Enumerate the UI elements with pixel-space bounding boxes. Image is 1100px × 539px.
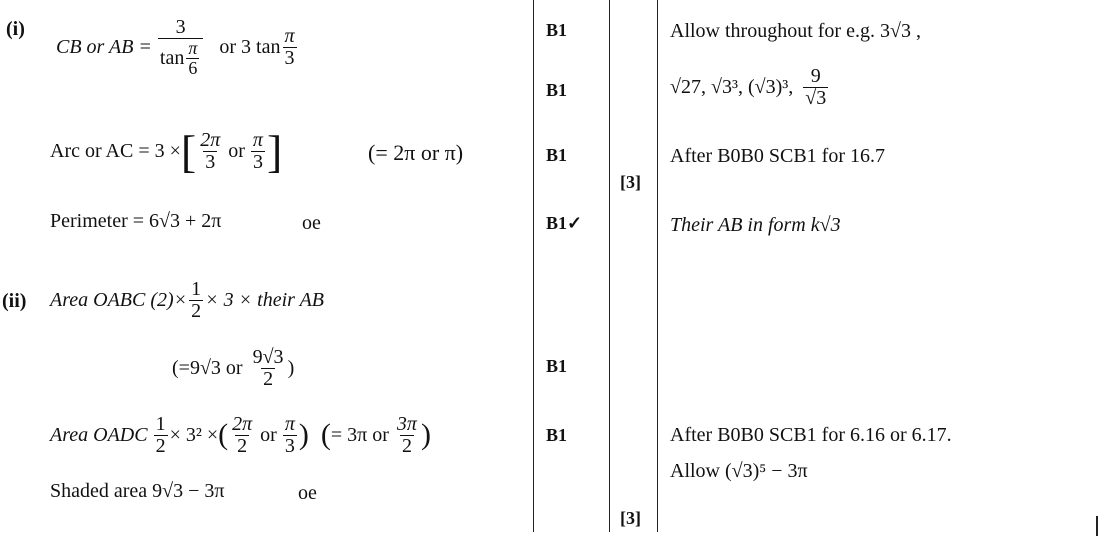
three-den: 3 <box>284 46 295 69</box>
paren-close-1: ) <box>298 418 309 451</box>
guidance-5: Allow (√3)⁵ − 3π <box>670 460 808 482</box>
oadc-f2-num: π <box>284 412 295 435</box>
arc-frac-2 <box>251 130 265 173</box>
six-den: 6 <box>188 57 198 78</box>
guidance-1-line-2: √27, √3³, (√3)³, <box>670 75 794 98</box>
perimeter-text: Perimeter = 6√3 + 2π <box>50 210 222 232</box>
oadc-frac-1 <box>230 414 254 457</box>
guidance-1-line-1: Allow throughout for e.g. 3√3 , <box>670 20 921 42</box>
column-divider-3 <box>657 0 658 532</box>
half-den: 2 <box>191 299 202 322</box>
area-oadc-half <box>154 414 168 457</box>
oadc-f1-num: 2π <box>232 412 253 435</box>
arc-or: or <box>228 139 245 162</box>
oadc-f1-den: 2 <box>237 434 248 457</box>
oadc-r-num: 3π <box>396 412 417 435</box>
cb-ab-fraction <box>158 17 203 78</box>
column-divider-1 <box>533 0 534 532</box>
cursor-mark <box>1096 516 1098 536</box>
oadc-frac-2 <box>283 414 297 457</box>
perimeter-oe: oe <box>302 212 321 234</box>
mark-4: B1✓ <box>546 213 583 233</box>
pi-over-3 <box>282 26 296 69</box>
total-i: [3] <box>620 172 641 192</box>
arc-equiv: (= 2π or π) <box>368 140 464 165</box>
oadc-result-frac <box>395 414 419 457</box>
cb-ab-mid: or 3 tan <box>219 35 281 58</box>
area-value-row <box>172 338 294 398</box>
arc-frac-1 <box>198 130 222 173</box>
arc-f1-num: 2π <box>200 128 221 151</box>
paren-open-2: ( <box>320 418 331 451</box>
oadc-r-den: 2 <box>401 434 412 457</box>
area-val-num: 9√3 <box>252 345 284 368</box>
column-divider-2 <box>609 0 610 532</box>
cb-ab-num: 3 <box>175 15 186 38</box>
mark-6: B1 <box>546 425 568 445</box>
oadc-eq: = 3π or <box>330 423 389 446</box>
area-val-open: (=9√3 or <box>172 356 243 379</box>
shaded-area-text: Shaded area 9√3 − 3π <box>50 480 225 502</box>
pi-num: π <box>188 37 198 58</box>
area-oabc-text: Area OABC (2)× <box>50 288 188 311</box>
guidance-3: Their AB in form k√3 <box>670 214 841 236</box>
arc-row <box>50 116 282 186</box>
arc-f2-den: 3 <box>252 150 263 173</box>
area-val-frac <box>251 347 286 390</box>
right-bracket: ] <box>266 125 283 177</box>
mark-1: B1 <box>546 20 568 40</box>
shaded-area-oe: oe <box>298 482 317 504</box>
paren-open-1: ( <box>218 418 229 451</box>
guidance-1-frac-den: √3 <box>805 86 827 109</box>
oadc-half-num: 1 <box>155 412 166 435</box>
part-i-label: (i) <box>6 18 25 40</box>
cb-ab-lhs: CB or AB = <box>56 35 152 58</box>
area-oabc-row <box>50 270 324 330</box>
paren-close-2: ) <box>420 418 431 451</box>
mark-2: B1 <box>546 80 568 100</box>
mark-5: B1 <box>546 356 568 376</box>
cb-ab-row <box>56 2 299 92</box>
area-oadc-mid: × 3² × <box>169 423 219 446</box>
arc-lhs: Arc or AC = 3 × <box>50 139 181 162</box>
total-ii: [3] <box>620 508 641 528</box>
oadc-or: or <box>260 423 277 446</box>
area-val-close: ) <box>287 356 295 379</box>
half-num: 1 <box>191 277 202 300</box>
mark-3: B1 <box>546 145 568 165</box>
cb-ab-den <box>158 38 203 78</box>
cb-ab-tan: tan <box>159 46 185 69</box>
pi-num-2: π <box>284 24 295 47</box>
area-val-den: 2 <box>263 367 274 390</box>
area-oadc-lhs: Area OADC <box>50 423 148 446</box>
part-ii-label: (ii) <box>2 290 27 312</box>
pi-over-6 <box>186 39 199 78</box>
arc-f1-den: 3 <box>205 150 216 173</box>
arc-f2-num: π <box>252 128 263 151</box>
area-oabc-tail: × 3 × their AB <box>205 288 325 311</box>
guidance-1-frac <box>803 66 828 109</box>
guidance-1-line-2-row <box>670 62 830 112</box>
area-oadc-row <box>50 402 431 468</box>
left-bracket: [ <box>180 125 197 177</box>
oadc-half-den: 2 <box>155 434 166 457</box>
guidance-4: After B0B0 SCB1 for 6.16 or 6.17. <box>670 424 952 446</box>
guidance-1-frac-num: 9 <box>810 64 821 87</box>
guidance-2: After B0B0 SCB1 for 16.7 <box>670 145 885 167</box>
oadc-f2-den: 3 <box>284 434 295 457</box>
area-oabc-half <box>189 279 203 322</box>
